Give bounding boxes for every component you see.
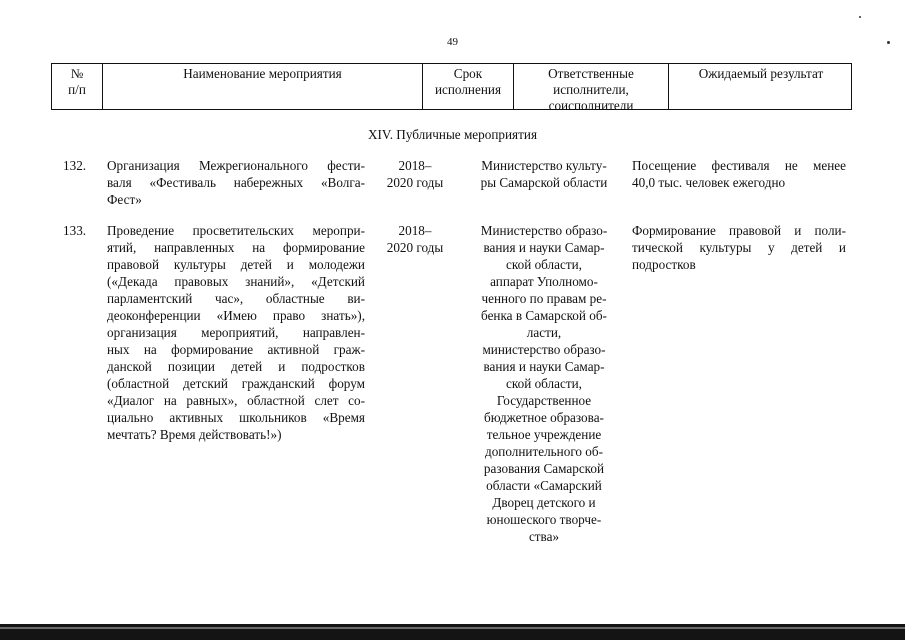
section-title: XIV. Публичные мероприятия <box>367 127 538 142</box>
responsible-executors: Министерство культу- ры Самарской области <box>480 158 608 190</box>
header-result: Ожидаемый результат <box>698 66 824 81</box>
scan-speck <box>859 16 861 18</box>
scan-speck <box>887 41 890 44</box>
scan-edge-bar <box>0 624 905 640</box>
header-name: Наименование мероприятия <box>103 64 423 109</box>
row-number: 132. <box>63 158 87 173</box>
expected-result: Формирование правовой и поли- тической культуры у детей и подростков <box>632 223 846 272</box>
event-name: Организация Межрегионального фести- валя «Фестиваль набережных «Волга- Фест» <box>107 158 365 207</box>
row-number: 133. <box>63 223 87 238</box>
execution-term: 2018– 2020 годы <box>386 223 444 255</box>
header-num: № п/п <box>52 64 103 109</box>
responsible-executors: Министерство образо- вания и науки Самар- ской области, аппарат Уполномо- ченного по правам ре- бенка в Самарской об- ласти, министерство образо- вания и науки Самар- ской области, Государственное бюджетное образова- тельное учреждение дополнительного об- разования Самарской области «Самарский Дворец детского и юношеского творче- ства» <box>480 223 608 544</box>
header-responsible: Ответственные исполнители, соисполнители <box>514 64 669 109</box>
table-header <box>51 63 852 113</box>
execution-term: 2018– 2020 годы <box>386 158 444 190</box>
event-name: Проведение просветительских меропри- ятий, направленных на формирование правовой культуры детей и молодежи («Декада правовых знаний», «Детский парламентский час», областные ви- деоконференции «Имею право знать»), организация мероприятий, направлен- ных на формирование активной граж- данской позиции детей и подростков (областной детский гражданский форум «Диалог на равных», областной слет со- циально активных школьников «Время мечтать? Время действовать!») <box>107 223 365 442</box>
expected-result: Посещение фестиваля не менее 40,0 тыс. человек ежегодно <box>632 158 846 190</box>
header-term: Срок исполнения <box>423 64 514 109</box>
page-number: 49 <box>447 36 458 48</box>
